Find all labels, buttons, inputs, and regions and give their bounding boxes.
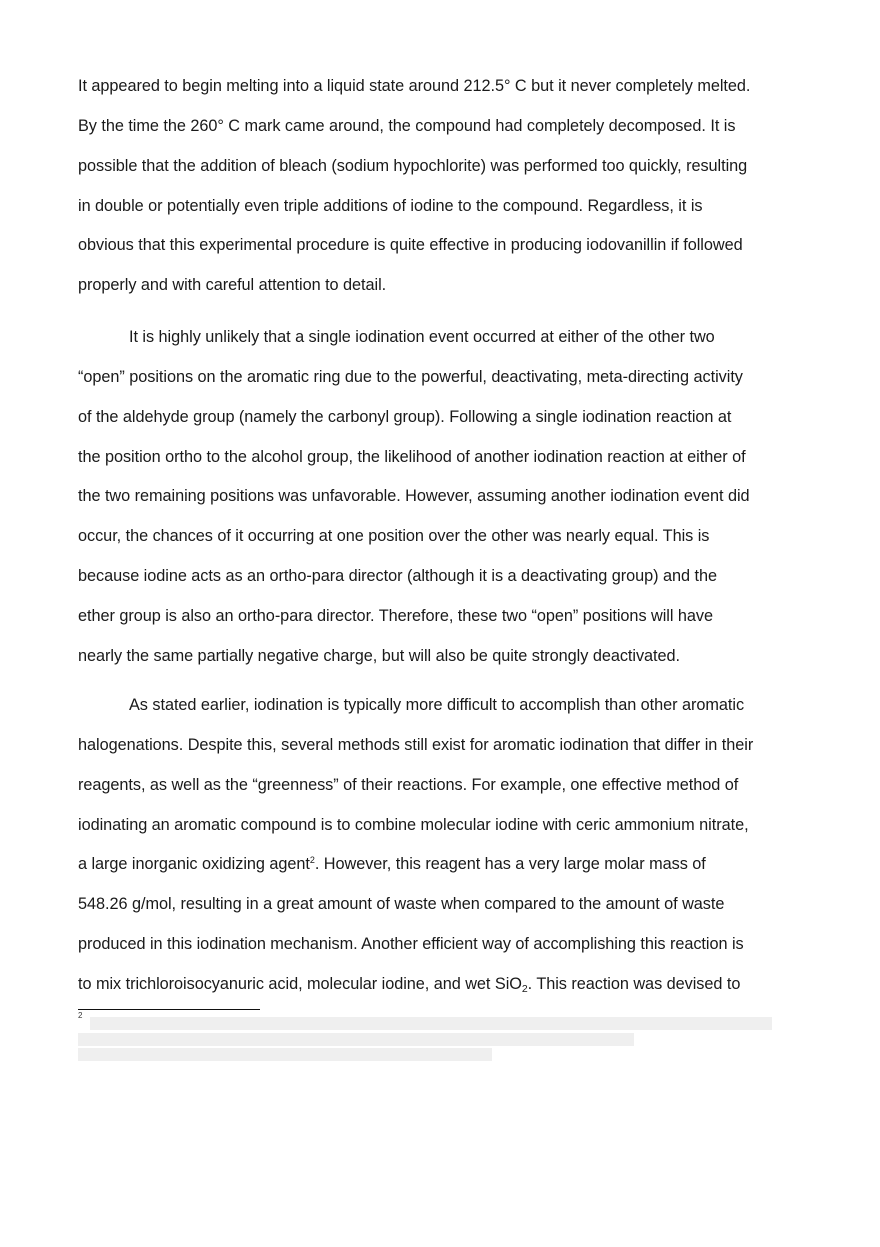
text-line: the two remaining positions was unfavorable. However, assuming another iodination event did bbox=[78, 487, 750, 506]
text-line: possible that the addition of bleach (sodium hypochlorite) was performed too quickly, resulting bbox=[78, 156, 748, 175]
text-line: halogenations. Despite this, several methods still exist for aromatic iodination that differ in their bbox=[78, 735, 754, 754]
text-line: ether group is also an ortho-para director. Therefore, these two “open” positions will have bbox=[78, 606, 713, 625]
text-line: in double or potentially even triple additions of iodine to the compound. Regardless, it is bbox=[78, 196, 703, 215]
text-segment: to mix trichloroisocyanuric acid, molecular iodine, and wet SiO bbox=[78, 974, 522, 993]
paragraph-melting-observation bbox=[78, 67, 802, 306]
text-line: As stated earlier, iodination is typically more difficult to accomplish than other aromatic bbox=[129, 696, 745, 714]
footnote-reference: 2 bbox=[309, 855, 315, 866]
text-line: produced in this iodination mechanism. Another efficient way of accomplishing this reaction is bbox=[78, 935, 744, 954]
text-line: By the time the 260° C mark came around, the compound had completely decomposed. It is bbox=[78, 116, 736, 135]
text-line: occur, the chances of it occurring at one position over the other was nearly equal. This is bbox=[78, 527, 710, 546]
text-line: It appeared to begin melting into a liquid state around 212.5° C but it never completely melted. bbox=[78, 77, 751, 95]
text-line: “open” positions on the aromatic ring due to the powerful, deactivating, meta-directing activity bbox=[78, 367, 743, 386]
text-segment: . This reaction was devised to bbox=[527, 974, 741, 993]
footnote-separator bbox=[78, 1009, 260, 1010]
text-segment: . However, this reagent has a very large molar mass of bbox=[314, 855, 706, 874]
text-line: obvious that this experimental procedure is quite effective in producing iodovanillin if followed bbox=[78, 236, 743, 255]
text-line-with-footnote bbox=[78, 845, 802, 885]
chemical-subscript: 2 bbox=[521, 982, 528, 995]
text-line: because iodine acts as an ortho-para director (although it is a deactivating group) and the bbox=[78, 567, 717, 586]
text-line: It is highly unlikely that a single iodination event occurred at either of the other two bbox=[129, 328, 715, 346]
text-line: of the aldehyde group (namely the carbonyl group). Following a single iodination reaction at bbox=[78, 407, 732, 426]
paragraph-iodination-positions bbox=[78, 318, 802, 677]
text-line: the position ortho to the alcohol group, the likelihood of another iodination reaction at either of bbox=[78, 447, 746, 466]
paragraph-iodination-methods bbox=[78, 686, 802, 1005]
redacted-footnote-text bbox=[90, 1017, 772, 1030]
text-line: 548.26 g/mol, resulting in a great amount of waste when compared to the amount of waste bbox=[78, 895, 725, 914]
footnote-marker: 2 bbox=[78, 1011, 83, 1020]
text-line: reagents, as well as the “greenness” of their reactions. For example, one effective method of bbox=[78, 775, 739, 794]
text-line: iodinating an aromatic compound is to combine molecular iodine with ceric ammonium nitrate, bbox=[78, 815, 749, 834]
redacted-footnote-text bbox=[78, 1033, 634, 1046]
redacted-footnote-text bbox=[78, 1048, 492, 1061]
text-segment: a large inorganic oxidizing agent bbox=[78, 855, 310, 874]
text-line-with-formula bbox=[78, 965, 802, 1005]
text-line: properly and with careful attention to detail. bbox=[78, 276, 387, 295]
text-line: nearly the same partially negative charge, but will also be quite strongly deactivated. bbox=[78, 646, 681, 665]
